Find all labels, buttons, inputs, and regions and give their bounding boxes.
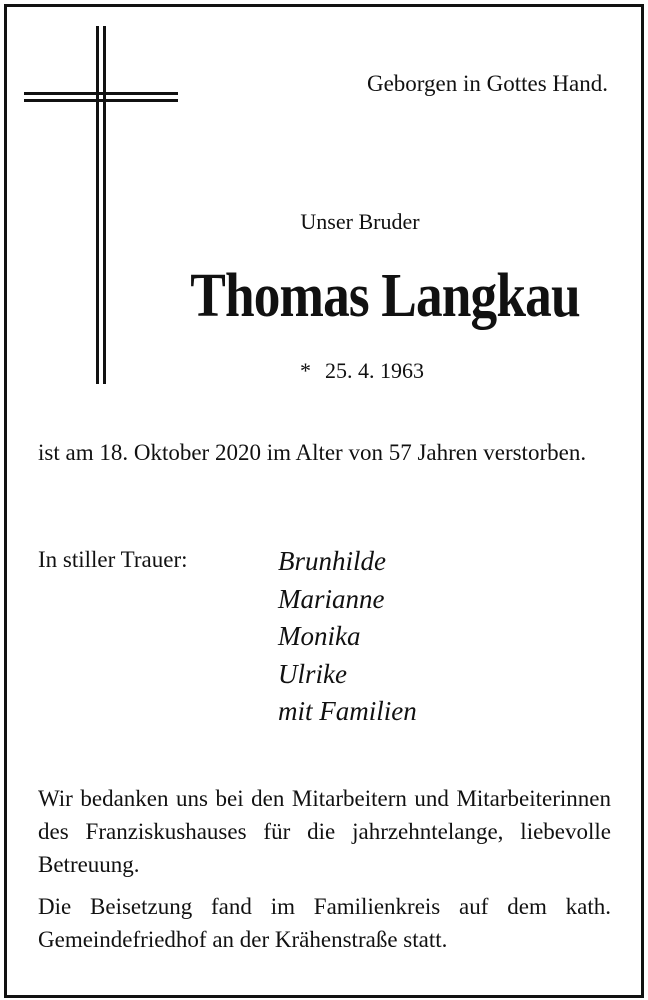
intro-text: Unser Bruder: [300, 209, 420, 234]
cross-icon: [0, 0, 648, 400]
birth-symbol: *: [300, 358, 311, 383]
mourner-name: Brunhilde: [278, 546, 386, 576]
burial-text: Die Beisetzung fand im Familienkreis auf dem kath. Gemeindefriedhof an der Krähenstraße statt.: [38, 894, 611, 952]
mourner-name: Monika: [278, 621, 361, 651]
deceased-name: Thomas Langkau: [190, 262, 580, 330]
mourning-label: In stiller Trauer:: [38, 547, 188, 572]
birth-line: [300, 356, 480, 386]
birth-date: 25. 4. 1963: [325, 358, 424, 383]
death-notice: ist am 18. Oktober 2020 im Alter von 57 Jahren verstorben.: [38, 440, 587, 465]
mourner-name: Ulrike: [278, 658, 347, 689]
mourner-name: Marianne: [278, 583, 385, 614]
motto: Geborgen in Gottes Hand.: [366, 71, 608, 96]
mourners-list: [278, 543, 417, 731]
thanks-text: Wir bedanken uns bei den Mitarbeitern und Mitarbeiterinnen des Franziskushauses für die jahrzehntelange, liebevolle Betreuung.: [38, 786, 611, 877]
mourner-name: mit Familien: [278, 696, 417, 726]
